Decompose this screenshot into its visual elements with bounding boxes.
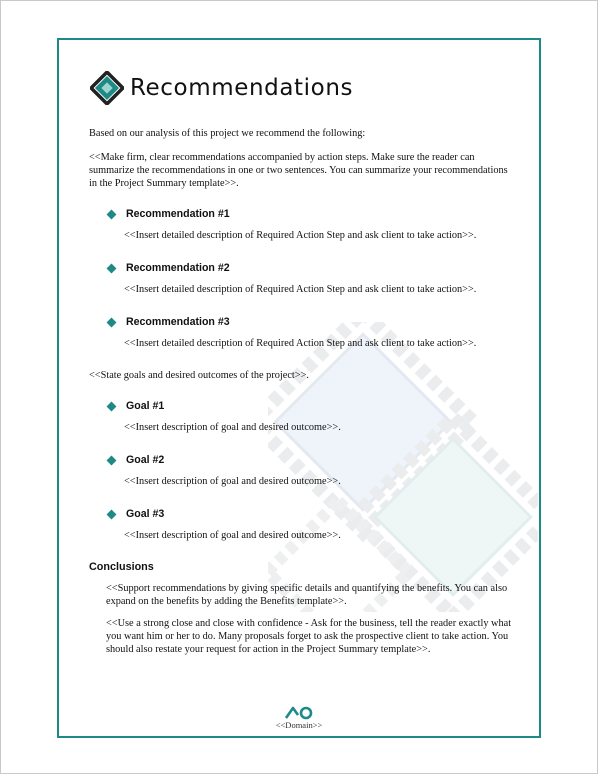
goals-intro-text: <<State goals and desired outcomes of the project>>. [89,370,309,381]
recommendation-desc: <<Insert detailed description of Required Action Step and ask client to take action>>. [124,230,477,241]
goal-desc: <<Insert description of goal and desired outcome>>. [124,422,341,433]
footer-domain-text: <<Domain>> [275,720,323,730]
recommendation-desc: <<Insert detailed description of Required Action Step and ask client to take action>>. [124,338,477,349]
conclusions-paragraph-2: <<Use a strong close and close with confidence - Ask for the business, tell the reader exactly what you want him or her to do. Many proposals forget to ask the prospective client to take action. You should also restate your request for action in the Project Summary template>>. [106,618,512,655]
goal-title: Goal #3 [126,507,165,520]
list-item [89,261,514,296]
page-title: Recommendations [130,75,354,101]
diamond-bullet-icon [107,209,117,219]
recommendation-title: Recommendation #1 [126,207,230,220]
conclusions-heading: Conclusions [89,561,154,573]
conclusions-paragraph-1: <<Support recommendations by giving specific details and quantifying the benefits. You can also expand on the benefits by adding the Benefits template>>. [106,583,508,607]
goal-title: Goal #2 [126,453,165,466]
instruction-text: <<Make firm, clear recommendations accompanied by action steps. Make sure the reader can summarize the recommendations in one or two sentences. You can summarize your recommendations in the Project Summary template>>. [89,152,508,189]
recommendation-desc: <<Insert detailed description of Required Action Step and ask client to take action>>. [124,284,477,295]
diamond-bullet-icon [107,263,117,273]
list-item [89,507,514,542]
circuit-chip-icon [90,71,124,105]
page-header [90,70,353,106]
list-item [89,315,514,350]
list-item [89,399,514,434]
goal-list [89,399,514,542]
diamond-bullet-icon [107,509,117,519]
goal-desc: <<Insert description of goal and desired outcome>>. [124,530,341,541]
goal-desc: <<Insert description of goal and desired outcome>>. [124,476,341,487]
intro-text: Based on our analysis of this project we recommend the following: [89,128,366,139]
goal-title: Goal #1 [126,399,165,412]
recommendation-title: Recommendation #3 [126,315,230,328]
list-item [89,453,514,488]
recommendation-list [89,207,514,350]
page-footer [264,704,334,730]
domain-logo-icon [283,704,315,720]
document-body [89,127,514,665]
diamond-bullet-icon [107,455,117,465]
recommendation-title: Recommendation #2 [126,261,230,274]
diamond-bullet-icon [107,317,117,327]
diamond-bullet-icon [107,401,117,411]
list-item [89,207,514,242]
